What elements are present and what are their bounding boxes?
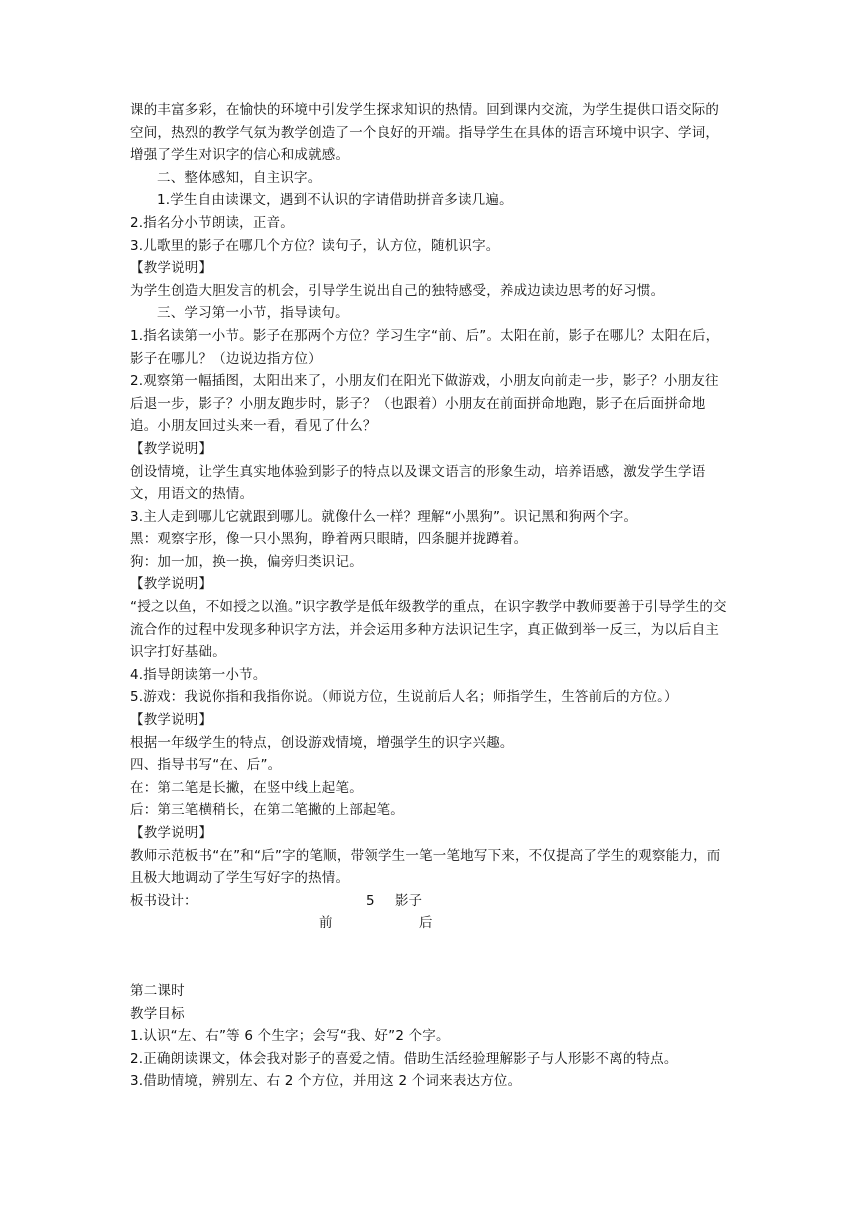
paragraph: 创设情境，让学生真实地体验到影子的特点以及课文语言的形象生动，培养语感，激发学生学语文，用语文的热情。	[130, 463, 706, 503]
goal-item: 1.认识“左、右”等 6 个生字；会写“我、好”2 个字。	[130, 1028, 450, 1045]
note-heading: 【教学说明】	[130, 260, 213, 277]
note-heading: 【教学说明】	[130, 825, 213, 841]
paragraph: 课的丰富多彩，在愉快的环境中引发学生探求知识的热情。回到课内交流，为学生提供口语交际的空间，热烈的教学气氛为教学创造了一个良好的开端。指导学生在具体的语言环境中识字、学词，增强了学生对识字的信心和成就感。	[130, 102, 720, 164]
list-item: 2.指名分小节朗读，正音。	[130, 214, 294, 231]
paragraph: 教师示范板书“在”和“后”字的笔顺，带领学生一笔一笔地写下来，不仅提高了学生的观察能力，而且极大地调动了学生写好字的热情。	[130, 847, 721, 887]
lesson-heading: 第二课时	[130, 982, 185, 999]
note-heading: 【教学说明】	[130, 576, 213, 593]
board-design-directions	[130, 912, 730, 935]
document-body	[130, 99, 730, 1093]
paragraph: 后：第三笔横稍长，在第二笔撇的上部起笔。	[130, 802, 404, 819]
board-lesson-title: 影子	[395, 892, 422, 909]
list-item: 5.游戏：我说你指和我指你说。（师说方位，生说前后人名；师指学生，生答前后的方位。）	[130, 689, 678, 706]
paragraph: 黑：观察字形，像一只小黑狗，睁着两只眼睛，四条腿并拢蹲着。	[130, 531, 528, 548]
list-item: 1.学生自由读课文，遇到不认识的字请借助拼音多读几遍。	[157, 192, 513, 209]
list-item: 2.观察第一幅插图，太阳出来了，小朋友们在阳光下做游戏，小朋友向前走一步，影子？小朋友往后退一步，影子？小朋友跑步时，影子？（也跟着）小朋友在前面拼命地跑，影子在后面拼命地追。小朋友回过头来一看，看见了什么？	[130, 373, 719, 435]
note-heading: 【教学说明】	[130, 440, 213, 457]
goals-heading: 教学目标	[130, 1005, 185, 1022]
board-back: 后	[419, 915, 433, 932]
list-item: 3.儿歌里的影子在哪几个方位？读句子，认方位，随机识字。	[130, 237, 500, 254]
section-heading: 二、整体感知，自主识字。	[157, 169, 322, 186]
section-heading: 三、学习第一小节，指导读句。	[157, 305, 349, 322]
paragraph: 狗：加一加，换一换，偏旁归类识记。	[130, 553, 363, 570]
goal-item: 3.借助情境，辨别左、右 2 个方位，并用这 2 个词来表达方位。	[130, 1073, 522, 1090]
goal-item: 2.正确朗读课文，体会我对影子的喜爱之情。借助生活经验理解影子与人形影不离的特点。	[130, 1050, 678, 1067]
list-item: 1.指名读第一小节。影子在那两个方位？学习生字“前、后”。太阳在前，影子在哪儿？太阳在后，影子在哪儿？（边说边指方位）	[130, 327, 720, 367]
paragraph: 为学生创造大胆发言的机会，引导学生说出自己的独特感受，养成边读边思考的好习惯。	[130, 282, 665, 299]
paragraph: “授之以鱼，不如授之以渔。”识字教学是低年级教学的重点，在识字教学中教师要善于引导学生的交流合作的过程中发现多种识字方法，并会运用多种方法识记生字，真正做到举一反三，为以后自主识字打好基础。	[130, 599, 727, 661]
list-item: 3.主人走到哪儿它就跟到哪儿。就像什么一样？理解“小黑狗”。识记黑和狗两个字。	[130, 508, 638, 525]
board-design-line	[130, 890, 730, 913]
board-lesson-number: 5	[366, 892, 375, 909]
paragraph: 根据一年级学生的特点，创设游戏情境，增强学生的识字兴趣。	[130, 734, 514, 751]
board-front: 前	[319, 915, 333, 932]
paragraph: 在：第二笔是长撇，在竖中线上起笔。	[130, 779, 363, 796]
section-heading: 四、指导书写“在、后”。	[130, 757, 282, 774]
list-item: 4.指导朗读第一小节。	[130, 666, 267, 683]
board-design-label: 板书设计：	[130, 892, 198, 909]
spacer	[130, 935, 730, 980]
note-heading: 【教学说明】	[130, 712, 213, 729]
